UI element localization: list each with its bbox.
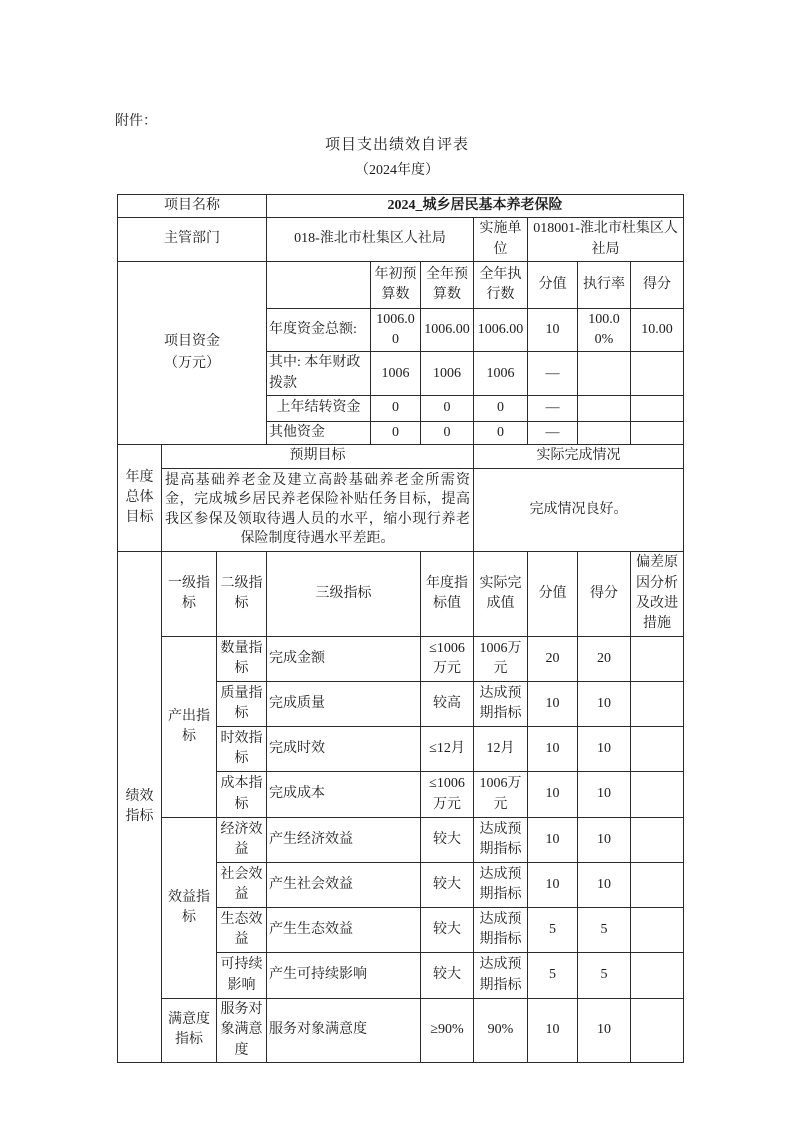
indicator-weight: 5 xyxy=(528,908,578,953)
funds-carryover-annual: 0 xyxy=(421,396,474,422)
funds-header-weight: 分值 xyxy=(528,261,578,308)
indicator-score: 10 xyxy=(578,682,631,727)
group-output-label: 产出指标 xyxy=(162,637,217,818)
indicator-target: 较大 xyxy=(421,863,474,908)
goals-expected-text: 提高基础养老金及建立高龄基础养老金所需资金，完成城乡居民养老保险补贴任务目标，提高我区参保及领取待遇人员的水平，缩小现行养老保险制度待遇水平差距。 xyxy=(162,468,474,551)
indicator-target: 较大 xyxy=(421,953,474,999)
funds-other-executed: 0 xyxy=(474,422,528,445)
indicator-actual: 90% xyxy=(474,999,528,1063)
funds-total-weight: 10 xyxy=(528,308,578,352)
funds-header-empty xyxy=(267,261,371,308)
indicator-weight: 10 xyxy=(528,999,578,1063)
indicators-header-deviation: 偏差原因分析及改进措施 xyxy=(631,552,684,637)
indicator-actual: 12月 xyxy=(474,727,528,772)
funds-total-label: 年度资金总额: xyxy=(267,308,371,352)
indicator-target: ≤1006万元 xyxy=(421,772,474,818)
funds-header-executed: 全年执行数 xyxy=(474,261,528,308)
impl-unit-label: 实施单位 xyxy=(474,218,528,262)
funds-other-annual: 0 xyxy=(421,422,474,445)
funds-fiscal-label: 其中: 本年财政拨款 xyxy=(267,352,371,396)
row-goals-header xyxy=(118,445,684,468)
funds-other-weight: — xyxy=(528,422,578,445)
row-goals-content xyxy=(118,468,684,551)
row-funds-header xyxy=(118,261,684,308)
funds-other-score xyxy=(631,422,684,445)
indicator-row xyxy=(118,818,684,863)
indicator-weight: 5 xyxy=(528,953,578,999)
indicator-target: 较大 xyxy=(421,818,474,863)
indicator-deviation xyxy=(631,727,684,772)
indicator-actual: 达成预期指标 xyxy=(474,953,528,999)
indicator-score: 10 xyxy=(578,863,631,908)
funds-other-label: 其他资金 xyxy=(267,422,371,445)
indicator-score: 10 xyxy=(578,772,631,818)
indicators-header-l3: 三级指标 xyxy=(267,552,421,637)
indicator-l3: 产生生态效益 xyxy=(267,908,421,953)
indicator-l2: 可持续影响 xyxy=(217,953,267,999)
funds-carryover-rate xyxy=(578,396,631,422)
funds-total-executed: 1006.00 xyxy=(474,308,528,352)
funds-other-initial: 0 xyxy=(371,422,421,445)
indicator-l2: 质量指标 xyxy=(217,682,267,727)
row-indicators-header xyxy=(118,552,684,637)
funds-fiscal-weight: — xyxy=(528,352,578,396)
indicator-deviation xyxy=(631,953,684,999)
dept-value: 018-淮北市杜集区人社局 xyxy=(267,218,474,262)
indicator-deviation xyxy=(631,999,684,1063)
impl-unit-value: 018001-淮北市杜集区人社局 xyxy=(528,218,684,262)
funds-header-initial: 年初预算数 xyxy=(371,261,421,308)
funds-label-line2: （万元） xyxy=(164,356,220,372)
indicator-deviation xyxy=(631,682,684,727)
indicator-deviation xyxy=(631,863,684,908)
funds-label-line1: 项目资金 xyxy=(164,333,220,349)
indicator-score: 10 xyxy=(578,727,631,772)
document-subtitle: （2024年度） xyxy=(355,163,439,178)
funds-carryover-initial: 0 xyxy=(371,396,421,422)
indicator-l2: 服务对象满意度 xyxy=(217,999,267,1063)
project-name-value: 2024_城乡居民基本养老保险 xyxy=(267,195,684,218)
indicator-l3: 完成金额 xyxy=(267,637,421,682)
document-title: 项目支出绩效自评表 xyxy=(324,137,469,153)
indicator-target: ≥90% xyxy=(421,999,474,1063)
attachment-label: 附件： xyxy=(115,114,157,129)
indicators-header-weight: 分值 xyxy=(528,552,578,637)
funds-fiscal-annual: 1006 xyxy=(421,352,474,396)
indicator-l3: 服务对象满意度 xyxy=(267,999,421,1063)
funds-carryover-label: 上年结转资金 xyxy=(267,396,371,422)
group-satisfaction-label: 满意度指标 xyxy=(162,999,217,1063)
indicator-actual: 1006万元 xyxy=(474,637,528,682)
indicator-weight: 10 xyxy=(528,682,578,727)
funds-carryover-weight: — xyxy=(528,396,578,422)
indicator-l2: 生态效益 xyxy=(217,908,267,953)
funds-total-annual: 1006.00 xyxy=(421,308,474,352)
funds-section-label xyxy=(118,261,267,444)
indicator-target: ≤1006万元 xyxy=(421,637,474,682)
indicator-row xyxy=(118,637,684,682)
indicator-l3: 完成质量 xyxy=(267,682,421,727)
row-departments xyxy=(118,218,684,262)
dept-label: 主管部门 xyxy=(118,218,267,262)
indicator-target: 较高 xyxy=(421,682,474,727)
indicator-actual: 达成预期指标 xyxy=(474,682,528,727)
indicator-l2: 数量指标 xyxy=(217,637,267,682)
indicators-header-l1: 一级指标 xyxy=(162,552,217,637)
indicator-weight: 20 xyxy=(528,637,578,682)
indicator-weight: 10 xyxy=(528,818,578,863)
indicator-score: 10 xyxy=(578,999,631,1063)
project-name-label: 项目名称 xyxy=(118,195,267,218)
indicator-weight: 10 xyxy=(528,863,578,908)
indicator-weight: 10 xyxy=(528,727,578,772)
indicator-deviation xyxy=(631,908,684,953)
funds-other-rate xyxy=(578,422,631,445)
indicator-weight: 10 xyxy=(528,772,578,818)
indicator-l2: 经济效益 xyxy=(217,818,267,863)
indicator-l3: 完成成本 xyxy=(267,772,421,818)
funds-total-rate: 100.00% xyxy=(578,308,631,352)
indicators-header-l2: 二级指标 xyxy=(217,552,267,637)
indicators-header-actual: 实际完成值 xyxy=(474,552,528,637)
indicator-score: 20 xyxy=(578,637,631,682)
funds-fiscal-score xyxy=(631,352,684,396)
indicators-header-target: 年度指标值 xyxy=(421,552,474,637)
funds-carryover-executed: 0 xyxy=(474,396,528,422)
funds-fiscal-executed: 1006 xyxy=(474,352,528,396)
funds-total-score: 10.00 xyxy=(631,308,684,352)
indicator-target: 较大 xyxy=(421,908,474,953)
goals-actual-text: 完成情况良好。 xyxy=(474,468,684,551)
indicator-l2: 时效指标 xyxy=(217,727,267,772)
group-benefit-label: 效益指标 xyxy=(162,818,217,999)
funds-carryover-score xyxy=(631,396,684,422)
goals-section-label: 年度总体目标 xyxy=(118,445,162,552)
indicator-row xyxy=(118,999,684,1063)
indicator-l3: 完成时效 xyxy=(267,727,421,772)
indicator-actual: 1006万元 xyxy=(474,772,528,818)
indicator-score: 5 xyxy=(578,953,631,999)
funds-fiscal-initial: 1006 xyxy=(371,352,421,396)
self-evaluation-table xyxy=(117,194,684,1063)
indicator-score: 5 xyxy=(578,908,631,953)
indicator-l2: 社会效益 xyxy=(217,863,267,908)
indicator-deviation xyxy=(631,818,684,863)
indicator-actual: 达成预期指标 xyxy=(474,818,528,863)
indicator-l3: 产生经济效益 xyxy=(267,818,421,863)
indicator-deviation xyxy=(631,772,684,818)
funds-header-rate: 执行率 xyxy=(578,261,631,308)
indicator-l3: 产生社会效益 xyxy=(267,863,421,908)
funds-fiscal-rate xyxy=(578,352,631,396)
funds-total-initial: 1006.00 xyxy=(371,308,421,352)
goals-actual-header: 实际完成情况 xyxy=(474,445,684,468)
funds-header-score: 得分 xyxy=(631,261,684,308)
indicators-section-label: 绩效指标 xyxy=(118,552,162,1063)
indicator-l2: 成本指标 xyxy=(217,772,267,818)
goals-expected-header: 预期目标 xyxy=(162,445,474,468)
indicator-actual: 达成预期指标 xyxy=(474,908,528,953)
indicator-target: ≤12月 xyxy=(421,727,474,772)
indicator-score: 10 xyxy=(578,818,631,863)
indicators-header-score: 得分 xyxy=(578,552,631,637)
indicator-actual: 达成预期指标 xyxy=(474,863,528,908)
indicator-deviation xyxy=(631,637,684,682)
indicator-l3: 产生可持续影响 xyxy=(267,953,421,999)
row-project-name xyxy=(118,195,684,218)
funds-header-annual: 全年预算数 xyxy=(421,261,474,308)
